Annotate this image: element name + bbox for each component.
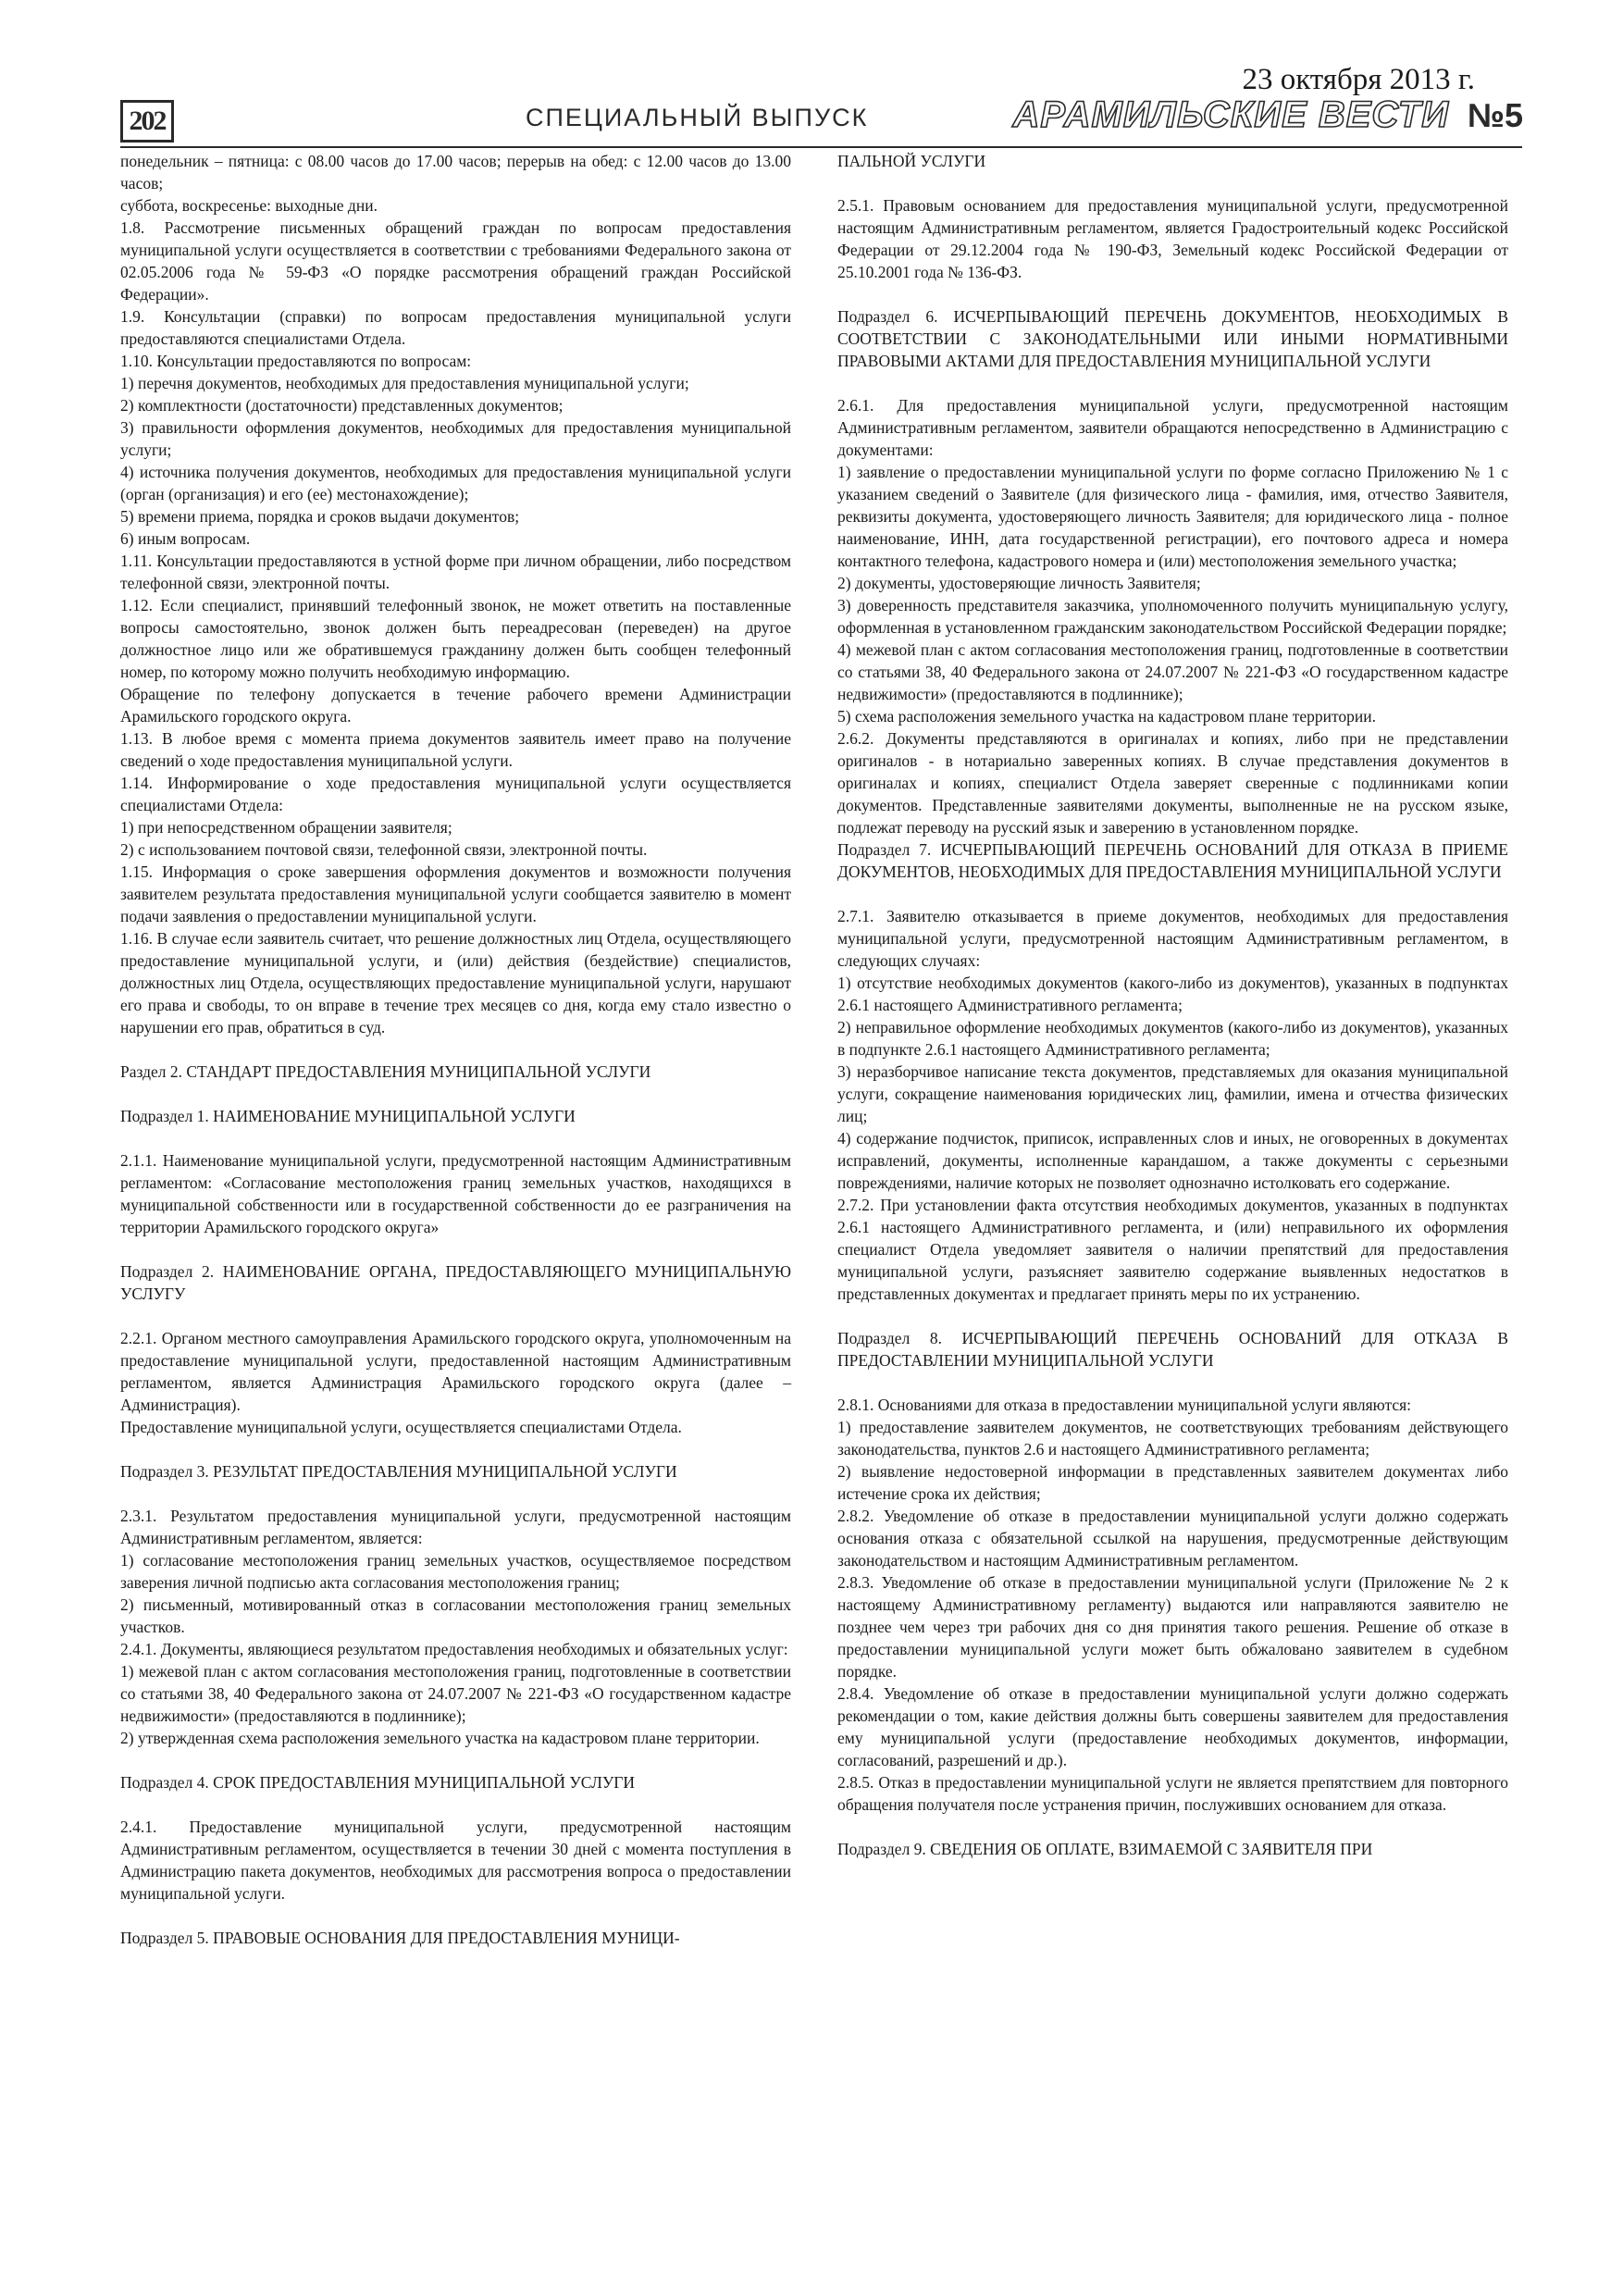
- paragraph: 2.1.1. Наименование муниципальной услуги, предусмотренной настоящим Административным регламентом: «Согласование местоположения границ земельных участков, находящихся в муниципальной собственности или в государственной собственности до ее разграничения на территории Арамильского городского округа»: [120, 1151, 791, 1236]
- section-title: СПЕЦИАЛЬНЫЙ ВЫПУСК: [526, 104, 869, 131]
- paragraph: 1.16. В случае если заявитель считает, что решение должностных лиц Отдела, осуществляющего предоставление муниципальной услуги, и (или) действия (бездействие) специалистов, должностных лиц Отдела, осуществляющих предоставление муниципальной услуги, нарушают его права и свободы, то он вправе в течение трех месяцев со дня, когда ему стало известно о нарушении его прав, обратиться в суд.: [120, 929, 791, 1036]
- right-column: [837, 150, 1508, 1860]
- subsection-heading: Подраздел 2. НАИМЕНОВАНИЕ ОРГАНА, ПРЕДОСТАВЛЯЮЩЕГО МУНИЦИПАЛЬНУЮ УСЛУГУ: [120, 1262, 791, 1303]
- paragraph: 2.7.1. Заявителю отказывается в приеме документов, необходимых для предоставления муниципальной услуги, предусмотренной настоящим Административным регламентом, в следующих случаях:: [837, 907, 1508, 970]
- paragraph: 2.8.2. Уведомление об отказе в предоставлении муниципальной услуги должно содержать основания отказа с обязательной ссылкой на нарушения, предусмотренные действующим законодательством и настоящим Административным регламентом.: [837, 1507, 1508, 1570]
- paragraph: 2.8.4. Уведомление об отказе в предоставлении муниципальной услуги должно содержать рекомендации о том, какие действия должны быть совершены заявителем для предоставления ему муниципальной услуги (предоставление необходимых документов, информации, согласований, разрешений и др.).: [837, 1684, 1508, 1769]
- subsection-heading: Подраздел 7. ИСЧЕРПЫВАЮЩИЙ ПЕРЕЧЕНЬ ОСНОВАНИЙ ДЛЯ ОТКАЗА В ПРИЕМЕ ДОКУМЕНТОВ, НЕОБХОДИМЫХ ДЛЯ ПРЕДОСТАВЛЕНИЯ МУНИЦИПАЛЬНОЙ УСЛУГИ: [837, 840, 1508, 881]
- subsection-heading: Подраздел 1. НАИМЕНОВАНИЕ МУНИЦИПАЛЬНОЙ УСЛУГИ: [120, 1107, 576, 1125]
- subsection-heading: Подраздел 8. ИСЧЕРПЫВАЮЩИЙ ПЕРЕЧЕНЬ ОСНОВАНИЙ ДЛЯ ОТКАЗА В ПРЕДОСТАВЛЕНИИ МУНИЦИПАЛЬНОЙ УСЛУГИ: [837, 1329, 1508, 1370]
- subsection-heading: Подраздел 6. ИСЧЕРПЫВАЮЩИЙ ПЕРЕЧЕНЬ ДОКУМЕНТОВ, НЕОБХОДИМЫХ В СООТВЕТСТВИИ С ЗАКОНОДАТЕЛЬНЫМИ ИЛИ ИНЫМИ НОРМАТИВНЫМИ ПРАВОВЫМИ АКТАМИ ДЛЯ ПРЕДОСТАВЛЕНИЯ МУНИЦИПАЛЬНОЙ УСЛУГИ: [837, 307, 1508, 370]
- paragraph: 1) предоставление заявителем документов, не соответствующих требованиям действующего законодательства, пунктов 2.6 и настоящего Административного регламента;: [837, 1418, 1508, 1458]
- paragraph: 2) утвержденная схема расположения земельного участка на кадастровом плане территории.: [120, 1729, 760, 1747]
- paragraph: 1.10. Консультации предоставляются по вопросам:: [120, 352, 472, 370]
- paragraph: 2) выявление недостоверной информации в представленных заявителем документах либо истечение срока их действия;: [837, 1462, 1508, 1503]
- subsection-heading: Подраздел 9. СВЕДЕНИЯ ОБ ОПЛАТЕ, ВЗИМАЕМОЙ С ЗАЯВИТЕЛЯ ПРИ: [837, 1840, 1373, 1858]
- paragraph: 6) иным вопросам.: [120, 529, 251, 548]
- paragraph: 1.9. Консультации (справки) по вопросам предоставления муниципальной услуги предоставляются специалистами Отдела.: [120, 307, 791, 348]
- paragraph: 1.13. В любое время с момента приема документов заявитель имеет право на получение сведений о ходе предоставления муниципальной услуги.: [120, 729, 791, 770]
- paragraph: 1) межевой план с актом согласования местоположения границ, подготовленные в соответствии со статьями 38, 40 Федерального закона от 24.07.2007 № 221-ФЗ «О государственном кадастре недвижимости» (предоставляются в подлиннике);: [120, 1662, 791, 1725]
- paragraph: 1) перечня документов, необходимых для предоставления муниципальной услуги;: [120, 374, 689, 392]
- paragraph: 1.12. Если специалист, принявший телефонный звонок, не может ответить на поставленные вопросы самостоятельно, звонок должен быть переадресован (переведен) на другое должностное лицо или же обратившемуся гражданину должен быть сообщен телефонный номер, по которому можно получить необходимую информацию.: [120, 596, 791, 681]
- paragraph: 2) письменный, мотивированный отказ в согласовании местоположения границ земельных участков.: [120, 1595, 791, 1636]
- paragraph: 2.4.1. Предоставление муниципальной услуги, предусмотренной настоящим Административным регламентом, осуществляется в течении 30 дней с момента поступления в Администрацию пакета документов, необходимых для рассмотрения вопроса о предоставлении муниципальной услуги.: [120, 1818, 791, 1903]
- paragraph: 3) доверенность представителя заказчика, уполномоченного получить муниципальную услугу, оформленная в установленном гражданским законодательством Российской Федерации порядке;: [837, 596, 1508, 637]
- header-rule: [120, 146, 1522, 148]
- paragraph: 1.11. Консультации предоставляются в устной форме при личном обращении, либо посредством телефонной связи, электронной почты.: [120, 552, 791, 592]
- paragraph: суббота, воскресенье: выходные дни.: [120, 196, 378, 215]
- paragraph: 2) неправильное оформление необходимых документов (какого-либо из документов), указанных в подпункте 2.6.1 настоящего Административного регламента;: [837, 1018, 1508, 1059]
- paragraph: 3) правильности оформления документов, необходимых для предоставления муниципальной услуги;: [120, 418, 791, 459]
- paragraph: 5) времени приема, порядка и сроков выдачи документов;: [120, 507, 520, 526]
- paragraph: 2.8.1. Основаниями для отказа в предоставлении муниципальной услуги являются:: [837, 1396, 1412, 1414]
- paragraph: 1.8. Рассмотрение письменных обращений граждан по вопросам предоставления муниципальной услуги осуществляется в соответствии с требованиями Федерального закона от 02.05.2006 года № 59-ФЗ «О порядке рассмотрения обращений граждан Российской Федерации».: [120, 218, 791, 304]
- paragraph: 3) неразборчивое написание текста документов, представляемых для оказания муниципальной услуги, сокращение наименования юридических лиц, фамилии, имена и отчества физических лиц;: [837, 1062, 1508, 1125]
- newspaper-name: АРАМИЛЬСКИЕ ВЕСТИ: [1012, 94, 1449, 135]
- paragraph: 2.8.3. Уведомление об отказе в предоставлении муниципальной услуги (Приложение № 2 к настоящему Административному регламенту) выдаются или направляются заявителю не позднее чем через три рабочих дня со дня принятия такого решения. Решение об отказе в предоставлении муниципальной услуги может быть обжаловано заявителем в судебном порядке.: [837, 1573, 1508, 1681]
- publication-date: 23 октября 2013 г.: [1242, 63, 1475, 96]
- paragraph: 4) источника получения документов, необходимых для предоставления муниципальной услуги (орган (организация) и его (ее) местонахождение);: [120, 463, 791, 503]
- paragraph: 1) отсутствие необходимых документов (какого-либо из документов), указанных в подпунктах 2.6.1 настоящего Административного регламента;: [837, 974, 1508, 1014]
- paragraph: 2.7.2. При установлении факта отсутствия необходимых документов, указанных в подпунктах 2.6.1 настоящего Административного регламента, и (или) неправильного их оформления специалист Отдела уведомляет заявителя о наличии препятствий для предоставления муниципальной услуги, разъясняет заявителю содержание выявленных недостатков в представленных документах и предлагает принять меры по их устранению.: [837, 1196, 1508, 1303]
- subsection-heading-continued: ПАЛЬНОЙ УСЛУГИ: [837, 152, 986, 170]
- page-number: 202: [120, 100, 174, 143]
- issue-number: №5: [1467, 96, 1523, 134]
- subsection-heading: Подраздел 4. СРОК ПРЕДОСТАВЛЕНИЯ МУНИЦИПАЛЬНОЙ УСЛУГИ: [120, 1773, 635, 1792]
- paragraph: 2.8.5. Отказ в предоставлении муниципальной услуги не является препятствием для повторного обращения получателя после устранения причин, послуживших основанием для отказа.: [837, 1773, 1508, 1814]
- paragraph: Обращение по телефону допускается в течение рабочего времени Администрации Арамильского городского округа.: [120, 685, 791, 726]
- paragraph: 1.15. Информация о сроке завершения оформления документов и возможности получения заявителем результата предоставления муниципальной услуги сообщается заявителю в момент подачи заявления о предоставлении муниципальной услуги.: [120, 863, 791, 925]
- paragraph: 2) комплектности (достаточности) представленных документов;: [120, 396, 564, 415]
- paragraph: 4) содержание подчисток, приписок, исправленных слов и иных, не оговоренных в документах исправлений, документы, исполненные карандашом, а также документы с серьезными повреждениями, наличие которых не позволяет однозначно истолковать его содержание.: [837, 1129, 1508, 1192]
- paragraph: 2.2.1. Органом местного самоуправления Арамильского городского округа, уполномоченным на предоставление муниципальной услуги, предоставленной настоящим Административным регламентом, является Администрация Арамильского городского округа (далее – Администрация).: [120, 1329, 791, 1414]
- paragraph: 2.3.1. Результатом предоставления муниципальной услуги, предусмотренной настоящим Административным регламентом, является:: [120, 1507, 791, 1547]
- paragraph: 2.6.2. Документы представляются в оригиналах и копиях, либо при не представлении оригиналов - в нотариально заверенных копиях. В случае представления документов в оригиналах и копиях, специалист Отдела заверяет сверенные с подлинниками копии документов. Представленные заявителями документы, выполненные не на русском языке, подлежат переводу на русский язык и заверению в установленном порядке.: [837, 729, 1508, 837]
- paragraph: Предоставление муниципальной услуги, осуществляется специалистами Отдела.: [120, 1418, 682, 1436]
- paragraph: 2.6.1. Для предоставления муниципальной услуги, предусмотренной настоящим Административным регламентом, заявители обращаются непосредственно в Администрацию с документами:: [837, 396, 1508, 459]
- paragraph: 2) документы, удостоверяющие личность Заявителя;: [837, 574, 1201, 592]
- paragraph: понедельник – пятница: с 08.00 часов до 17.00 часов; перерыв на обед: с 12.00 часов до 13.00 часов;: [120, 152, 791, 192]
- paragraph: 2.4.1. Документы, являющиеся результатом предоставления необходимых и обязательных услуг:: [120, 1640, 788, 1658]
- page-header: [0, 0, 1623, 148]
- paragraph: 2) с использованием почтовой связи, телефонной связи, электронной почты.: [120, 840, 648, 859]
- subsection-heading: Подраздел 3. РЕЗУЛЬТАТ ПРЕДОСТАВЛЕНИЯ МУНИЦИПАЛЬНОЙ УСЛУГИ: [120, 1462, 677, 1481]
- paragraph: 1) согласование местоположения границ земельных участков, осуществляемое посредством заверения личной подписью акта согласования местоположения границ;: [120, 1551, 791, 1592]
- paragraph: 4) межевой план с актом согласования местоположения границ, подготовленные в соответствии со статьями 38, 40 Федерального закона от 24.07.2007 № 221-ФЗ «О государственном кадастре недвижимости» (предоставляются в подлиннике);: [837, 640, 1508, 703]
- paragraph: 5) схема расположения земельного участка на кадастровом плане территории.: [837, 707, 1376, 726]
- paragraph: 1) при непосредственном обращении заявителя;: [120, 818, 452, 837]
- paragraph: 2.5.1. Правовым основанием для предоставления муниципальной услуги, предусмотренной настоящим Административным регламентом, является Градостроительный кодекс Российской Федерации от 29.12.2004 года № 190-ФЗ, Земельный кодекс Российской Федерации от 25.10.2001 года № 136-ФЗ.: [837, 196, 1508, 281]
- paragraph: 1) заявление о предоставлении муниципальной услуги по форме согласно Приложению № 1 с указанием сведений о Заявителе (для физического лица - фамилия, имя, отчество Заявителя, реквизиты документа, удостоверяющего личность Заявителя; для юридического лица - полное наименование, ИНН, дата государственной регистрации), его почтового адреса и номера контактного телефона, кадастрового номера и (или) местоположения земельного участка;: [837, 463, 1508, 570]
- section-heading: Раздел 2. СТАНДАРТ ПРЕДОСТАВЛЕНИЯ МУНИЦИПАЛЬНОЙ УСЛУГИ: [120, 1062, 651, 1081]
- left-column: [120, 150, 791, 1949]
- paragraph: 1.14. Информирование о ходе предоставления муниципальной услуги осуществляется специалистами Отдела:: [120, 774, 791, 814]
- subsection-heading: Подраздел 5. ПРАВОВЫЕ ОСНОВАНИЯ ДЛЯ ПРЕДОСТАВЛЕНИЯ МУНИЦИ-: [120, 1929, 680, 1947]
